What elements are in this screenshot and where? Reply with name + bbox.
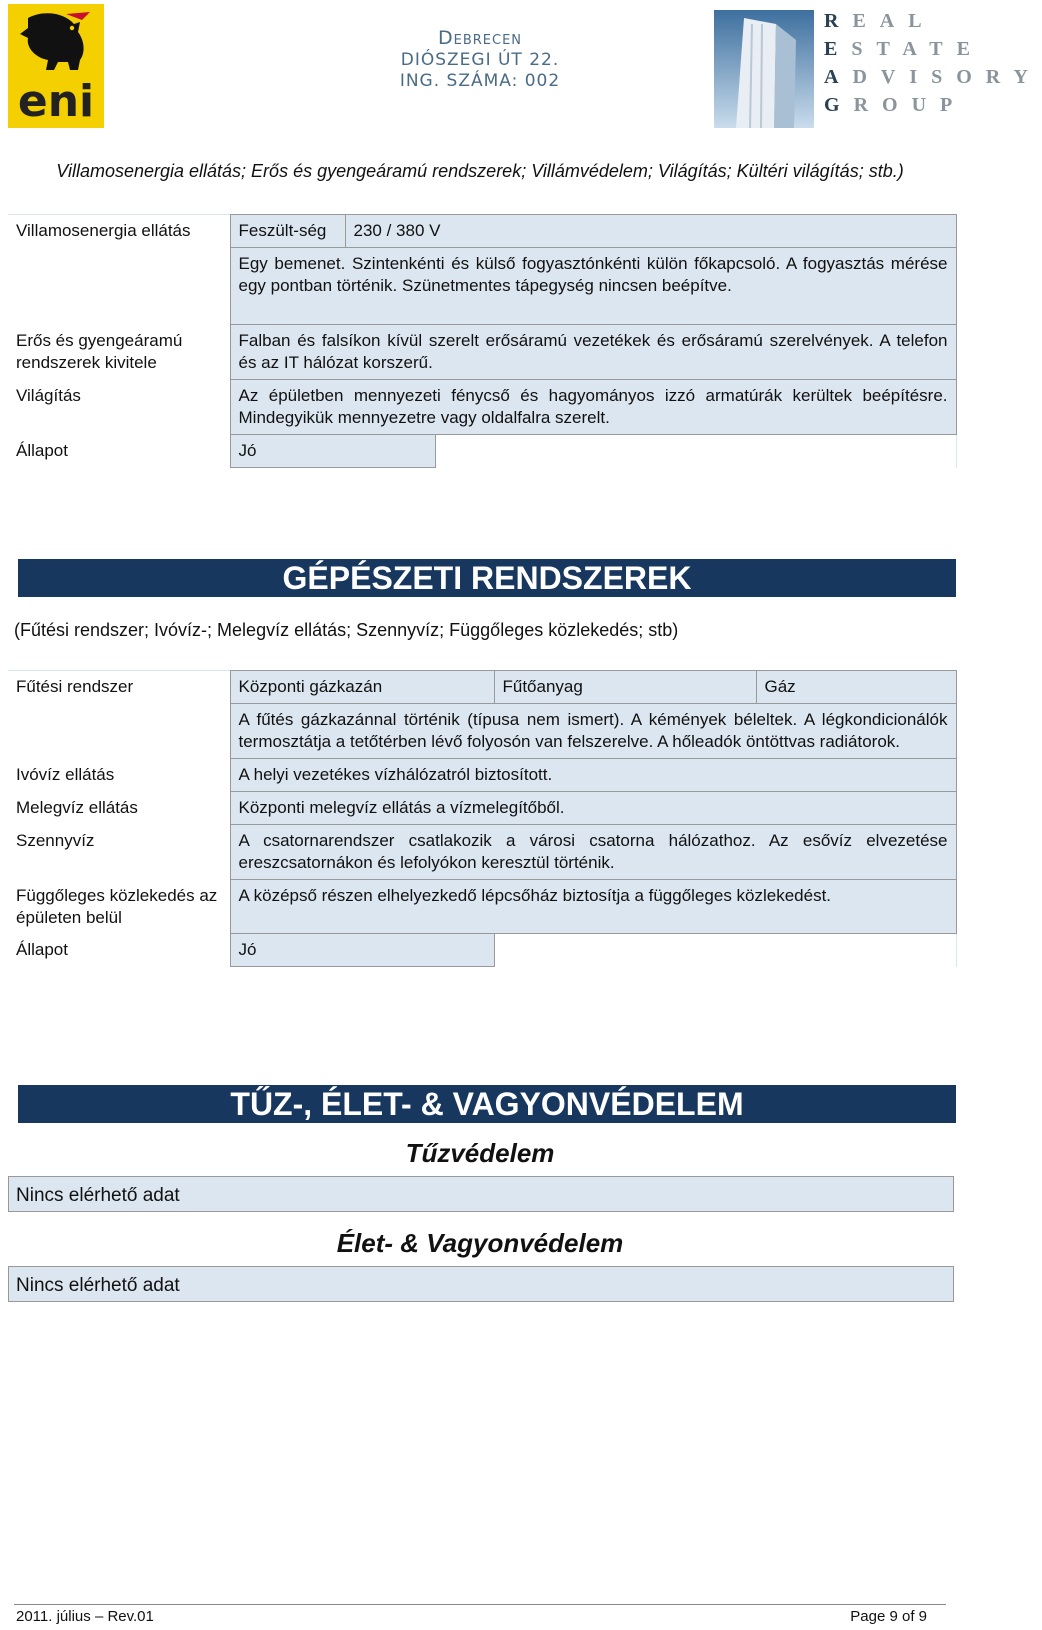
row-label-electricity: Villamosenergia ellátás [8,215,230,325]
header-city: Debrecen [437,27,523,49]
mechanical-section-band [18,559,956,597]
lighting-description: Az épületben mennyezeti fénycső és hagyományos izzó armatúrák kerültek beépítésre. Mindegyikük mennyezetre vagy oldalfalra szerelt. [230,380,956,435]
row-label-vertical-transport: Függőleges közlekedés az épületen belül [8,880,230,934]
mechanical-title: GÉPÉSZETI RENDSZEREK [282,560,692,596]
life-property-nodata: Nincs elérhető adat [16,1275,180,1296]
status-empty-cell [494,934,956,967]
row-label-status: Állapot [8,435,230,468]
heating-label-spacer [8,704,230,759]
row-label-lighting: Világítás [8,380,230,435]
heating-description: A fűtés gázkazánnal történik (típusa nem ismert). A kémények béleltek. A légkondicionálók termosztátja a tetőtérben lévő folyosón van felszerelve. A hőleadók öntöttvas radiátorok. [230,704,956,759]
row-label-status: Állapot [8,934,230,967]
fire-protection-box [8,1176,954,1212]
vertical-transport-description: A középső részen elhelyezkedő lépcsőház biztosítja a függőleges közlekedést. [230,880,956,934]
heating-type: Központi gázkazán [230,671,494,704]
electrical-table [8,214,957,468]
voltage-value: 230 / 380 V [345,215,956,248]
footer-revision: 2011. július – Rev.01 [16,1608,154,1625]
life-property-box [8,1266,954,1302]
mechanical-intro: (Fűtési rendszer; Ivóvíz-; Melegvíz ellátás; Szennyvíz; Függőleges közlekedés; stb) [14,620,679,640]
status-value: Jó [230,934,494,967]
header-address-line2: ING. SZÁMA: 002 [399,71,561,91]
row-label-hot-water: Melegvíz ellátás [8,792,230,825]
row-label-drinking-water: Ivóvíz ellátás [8,759,230,792]
protection-title: TŰZ-, ÉLET- & VAGYONVÉDELEM [230,1086,744,1122]
fuel-value: Gáz [756,671,956,704]
row-label-power-systems: Erős és gyengeáramú rendszerek kivitele [8,325,230,380]
logo-word-group: GROUP [824,94,967,116]
status-empty-cell [435,435,956,468]
row-label-sewage: Szennyvíz [8,825,230,880]
footer-divider [14,1604,946,1605]
logo-word-real: REAL [824,10,936,32]
electricity-description: Egy bemenet. Szintenkénti és külső fogyasztónkénti külön főkapcsoló. A fogyasztás mérése egy pontban történik. Szünetmentes tápegység nincsen beépítve. [230,248,956,325]
logo-word-advisory: ADVISORY [824,66,1042,88]
fuel-label: Fűtőanyag [494,671,756,704]
electrical-intro: Villamosenergia ellátás; Erős és gyengeáramú rendszerek; Villámvédelem; Világítás; Kültéri világítás; stb.) [56,161,904,181]
protection-section-band [18,1085,956,1123]
drinking-water-description: A helyi vezetékes vízhálózatról biztosított. [230,759,956,792]
mechanical-table [8,670,957,967]
life-property-heading: Élet- & Vagyonvédelem [336,1228,624,1258]
fire-protection-heading: Tűzvédelem [405,1138,555,1168]
power-systems-description: Falban és falsíkon kívül szerelt erősáramú vezetékek és erősáramú szerelvények. A telefon és az IT hálózat korszerű. [230,325,956,380]
row-label-heating: Fűtési rendszer [8,671,230,704]
sewage-description: A csatornarendszer csatlakozik a városi csatorna hálózathoz. Az esővíz elvezetése ereszcsatornákon és lefolyókon keresztül történik. [230,825,956,880]
header-address-line1: DIÓSZEGI ÚT 22. [400,50,560,70]
hot-water-description: Központi melegvíz ellátás a vízmelegítőből. [230,792,956,825]
real-estate-advisory-logo [714,10,1042,128]
voltage-label: Feszült-ség [230,215,345,248]
status-value: Jó [230,435,435,468]
footer-page-number: Page 9 of 9 [850,1608,927,1625]
logo-word-estate: ESTATE [824,38,984,60]
fire-protection-nodata: Nincs elérhető adat [16,1185,180,1206]
eni-logo [8,4,104,128]
eni-logo-text: eni [17,76,95,127]
header-address [330,26,630,92]
